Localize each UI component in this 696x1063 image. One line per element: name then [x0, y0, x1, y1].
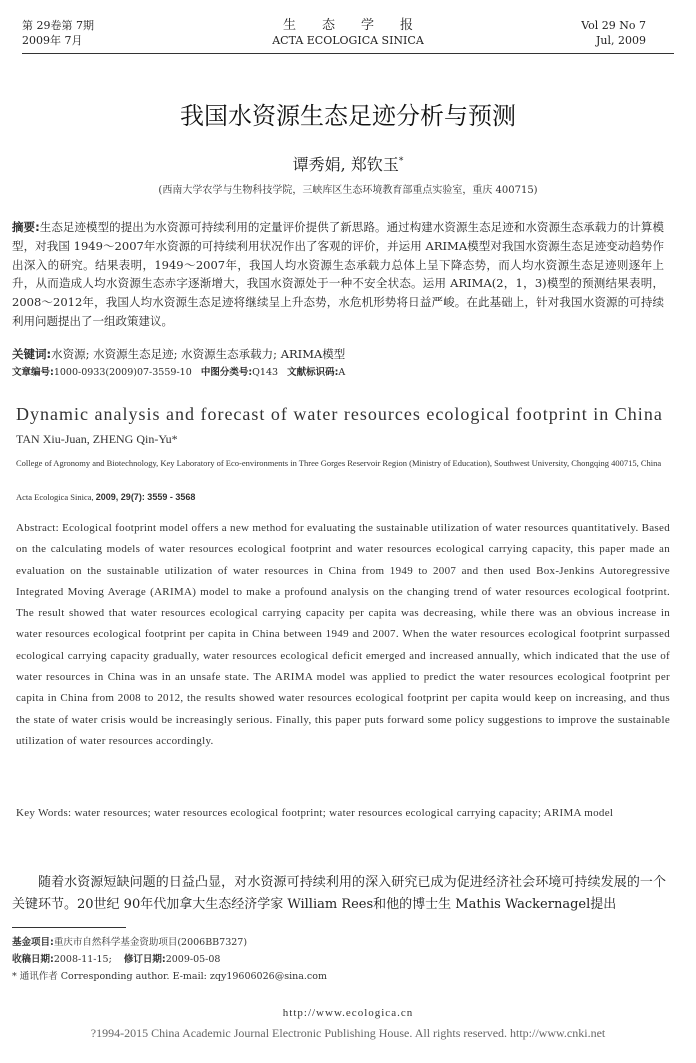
english-abstract-label: Abstract: — [16, 522, 60, 534]
article-metadata — [12, 364, 664, 383]
affiliation: (西南大学农学与生物科技学院，三峡库区生态环境教育部重点实验室，重庆 400715) — [158, 185, 538, 196]
header-rule — [22, 53, 674, 54]
keywords-cn-label: 关键词: — [12, 347, 52, 361]
article-no-label: 文章编号: — [12, 367, 54, 378]
article-no: 1000-0933(2009)07-3559-10 — [53, 367, 192, 378]
fund-label: 基金项目: — [12, 937, 54, 948]
fund-text: 重庆市自然科学基金资助项目(2006BB7327) — [53, 937, 248, 948]
english-citation — [16, 492, 195, 502]
body-paragraph: 随着水资源短缺问题的日益凸显，对水资源可持续利用的深入研究已成为促进经济社会环境可持续发展的一个关键环节。20世纪 90年代加拿大生态经济学家 William Rees和他的博士生 Mathis Wackernagel提出 — [12, 875, 666, 912]
author-names: 谭秀娟, 郑钦玉 — [292, 155, 399, 174]
english-title: Dynamic analysis and forecast of water resources ecological footprint in China — [16, 404, 663, 424]
footnote-fund — [12, 934, 247, 951]
footnote-corresponding: * 通讯作者 Corresponding author. E-mail: zqy19606026@sina.com — [12, 971, 327, 982]
footnote-dates — [12, 951, 220, 968]
keywords-cn-text: 水资源; 水资源生态足迹; 水资源生态承载力; ARIMA模型 — [51, 347, 346, 361]
corresponding-mark: * — [398, 156, 404, 167]
journal-url: http://www.ecologica.cn — [282, 1007, 414, 1019]
journal-name-en: ACTA ECOLOGICA SINICA — [272, 34, 424, 47]
citation-details: 2009, 29(7): 3559 - 3568 — [95, 492, 196, 502]
revised-date: 2009-05-08 — [165, 954, 221, 965]
english-keywords — [16, 803, 670, 824]
english-keywords-label: Key Words: — [16, 807, 72, 819]
english-keywords-text: water resources; water resources ecological footprint; water resources ecological carrying capacity; ARIMA model — [74, 807, 614, 819]
clc-number: Q143 — [252, 367, 279, 378]
abstract-cn-text: 生态足迹模型的提出为水资源可持续利用的定量评价提供了新思路。通过构建水资源生态足迹和水资源生态承载力的计算模型，对我国 1949～2007年水资源的可持续利用状况作出了客观的评价，并运用 ARIMA模型对我国水资源生态足迹变动趋势作出深入的研究。结果表明，1949～2007年，我国人均水资源生态承载力总体上呈下降态势，而人均水资源生态足迹则逐年上升，从而造成人均水资源生态赤字逐渐增大，我国水资源处于一种不安全状态。运用 ARIMA(2，1，3)模型的预测结果表明，2008～2012年，我国人均水资源生态足迹将继续呈上升态势，水危机形势将日益严峻。在此基础上，针对我国水资源的可持续利用问题提出了一组政策建议。 — [12, 220, 664, 328]
volume-issue: 第 29卷第 7期 — [22, 19, 94, 32]
journal-name-abbrev: Acta Ecologica Sinica, — [16, 492, 94, 502]
english-affiliation: College of Agronomy and Biotechnology, Key Laboratory of Eco-environments in Three Gorges Reservoir Region (Ministry of Education), Southwest University, Chongqing 400715, China — [16, 458, 662, 468]
issue-date-en: Jul, 2009 — [596, 34, 646, 47]
volume-issue-en: Vol 29 No 7 — [581, 19, 646, 32]
english-abstract-text: Ecological footprint model offers a new method for evaluating the sustainable utilization of water resources quantitatively. Based on the calculating models of water resources ecological footprint and water resources ecological carrying capacity, this paper made an evaluation on the sustainable utilization of water resources in China from 1949 to 2007 and then used Box-Jenkins Autoregressive Integrated Moving Average (ARIMA) model to make a profound analysis on the changing trend of water resources ecological footprint. The result showed that water resources ecological carrying capacity per capita was decreasing, while there was an obvious increase in water resources ecological footprint per capita in China between 1949 and 2007. When the water resources ecological footprint surpassed ecological carrying capacity gradually, water resources ecological deficit emerged and increased annually, which indicated that the use of water resources in China was in an unsafe state. The ARIMA model was applied to predict the water resources ecological footprint per capita in China from 2008 to 2012, the results showed water resources ecological footprint per capita would keep on increasing, and thus the state of water crisis would be increasingly serious. Finally, this paper puts forward some policy suggestions to improve the sustainable utilization of water resources accordingly. — [16, 522, 670, 747]
issue-info-en — [581, 18, 646, 48]
doc-code-label: 文献标识码: — [287, 367, 339, 378]
received-label: 收稿日期: — [12, 954, 54, 965]
footnote-rule — [12, 927, 126, 928]
abstract-cn — [12, 218, 664, 331]
abstract-cn-label: 摘要: — [12, 220, 40, 234]
paper-title: 我国水资源生态足迹分析与预测 — [180, 102, 516, 130]
english-abstract — [16, 518, 670, 752]
copyright-line: ?1994-2015 China Academic Journal Electronic Publishing House. All rights reserved. http://www.cnki.net — [90, 1026, 606, 1040]
keywords-cn — [12, 345, 664, 364]
received-date: 2008-11-15; — [53, 954, 112, 965]
clc-label: 中图分类号: — [200, 367, 253, 378]
english-authors: TAN Xiu-Juan, ZHENG Qin-Yu* — [16, 432, 178, 446]
author-list — [0, 152, 696, 175]
journal-name-cn: 生态学报 — [282, 18, 439, 33]
doc-code: A — [338, 367, 346, 378]
running-header — [0, 14, 696, 54]
issue-date: 2009年 7月 — [22, 34, 83, 47]
revised-label: 修订日期: — [123, 954, 166, 965]
